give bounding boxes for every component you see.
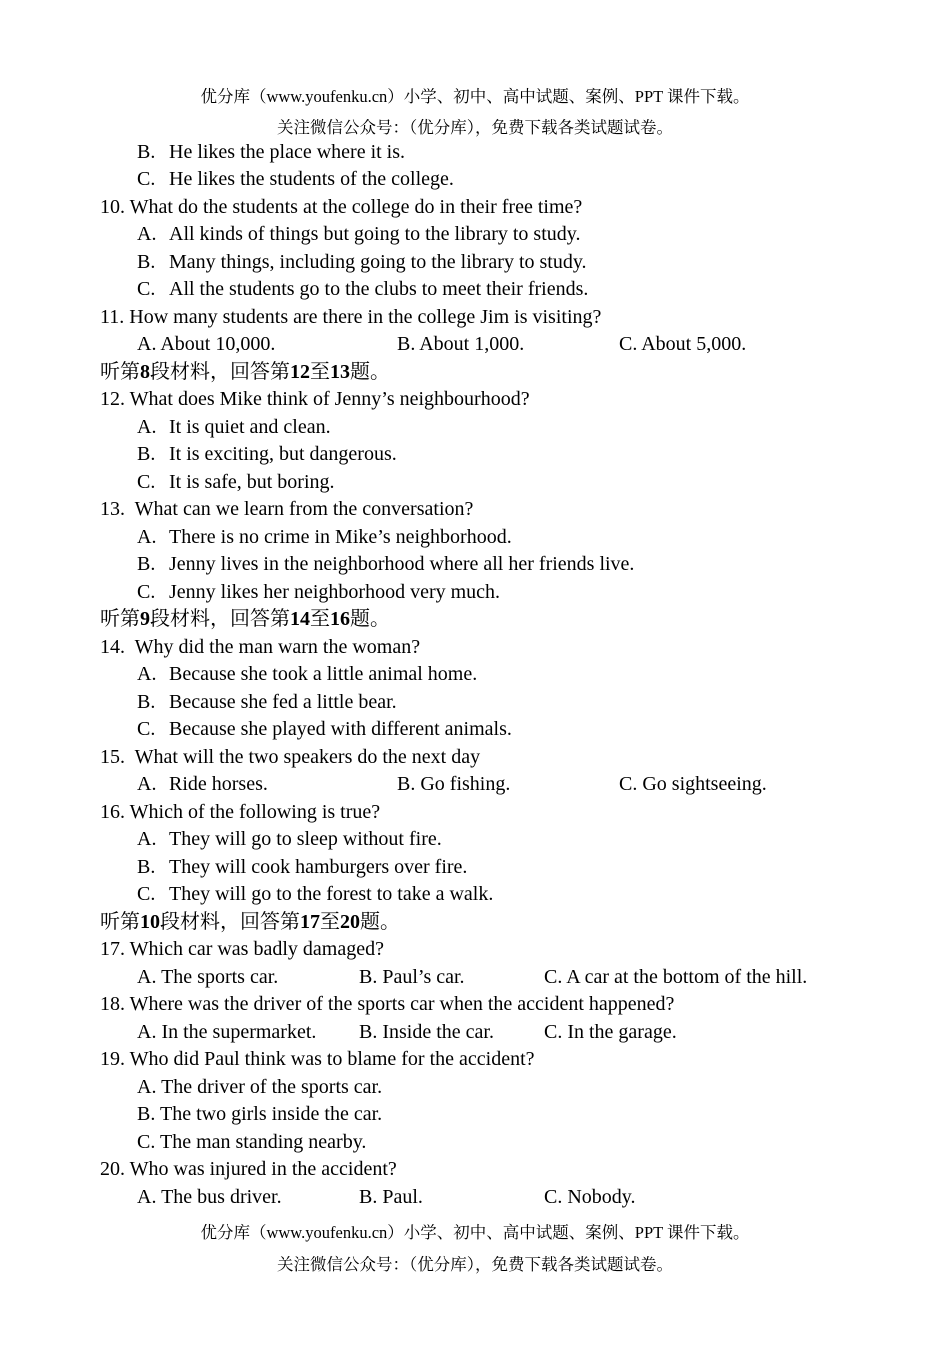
q11-option-c: C. About 5,000. — [619, 333, 747, 355]
q20-option-b: B. Paul. — [359, 1186, 423, 1208]
q17-option-a: A. The sports car. — [137, 966, 279, 988]
q12-option-a: A. It is quiet and clean. — [137, 416, 331, 438]
q12-stem: 12. What does Mike think of Jenny’s neighbourhood? — [100, 388, 530, 410]
q19-option-b: B. The two girls inside the car. — [137, 1103, 383, 1125]
q18-option-b: B. Inside the car. — [359, 1021, 494, 1043]
q17-option-c: C. A car at the bottom of the hill. — [544, 966, 808, 988]
q15-option-a: A. Ride horses. — [137, 773, 268, 795]
q15-option-c: C. Go sightseeing. — [619, 773, 767, 795]
q19-option-c: C. The man standing nearby. — [137, 1131, 367, 1153]
q19-option-a: A. The driver of the sports car. — [137, 1076, 383, 1098]
q18-options-row — [0, 1019, 950, 1046]
q14-option-c: C. Because she played with different animals. — [137, 718, 512, 740]
header-site-line: 优分库（www.youfenku.cn）小学、初中、高中试题、案例、PPT 课件下载。 — [200, 87, 750, 106]
header-wechat-line: 关注微信公众号：（优分库），免费下载各类试题试卷。 — [277, 118, 673, 137]
q16-stem: 16. Which of the following is true? — [100, 801, 381, 823]
q11-option-a: A. About 10,000. — [137, 333, 276, 355]
q16-option-a: A. They will go to sleep without fire. — [137, 828, 442, 850]
q12-option-b: B. It is exciting, but dangerous. — [137, 443, 397, 465]
section-9-heading: 听第9段材料，回答第14至16题。 — [100, 608, 390, 630]
q15-stem: 15. What will the two speakers do the next day — [100, 746, 481, 768]
q19-stem: 19. Who did Paul think was to blame for the accident? — [100, 1048, 535, 1070]
footer-site-line: 优分库（www.youfenku.cn）小学、初中、高中试题、案例、PPT 课件下载。 — [200, 1223, 750, 1242]
q9-option-c: C. He likes the students of the college. — [137, 168, 454, 190]
q18-option-c: C. In the garage. — [544, 1021, 677, 1043]
q14-option-b: B. Because she fed a little bear. — [137, 691, 397, 713]
section-8-heading: 听第8段材料，回答第12至13题。 — [100, 361, 390, 383]
q18-option-a: A. In the supermarket. — [137, 1021, 317, 1043]
q10-stem: 10. What do the students at the college do in their free time? — [100, 196, 583, 218]
q20-stem: 20. Who was injured in the accident? — [100, 1158, 397, 1180]
footer-wechat-line: 关注微信公众号：（优分库），免费下载各类试题试卷。 — [277, 1255, 673, 1274]
q12-option-c: C. It is safe, but boring. — [137, 471, 335, 493]
q14-stem: 14. Why did the man warn the woman? — [100, 636, 421, 658]
q18-stem: 18. Where was the driver of the sports car when the accident happened? — [100, 993, 675, 1015]
q13-option-b: B. Jenny lives in the neighborhood where all her friends live. — [137, 553, 635, 575]
q20-option-a: A. The bus driver. — [137, 1186, 282, 1208]
q15-options-row — [0, 771, 950, 798]
q17-stem: 17. Which car was badly damaged? — [100, 938, 384, 960]
q10-option-b: B. Many things, including going to the library to study. — [137, 251, 587, 273]
q16-option-b: B. They will cook hamburgers over fire. — [137, 856, 468, 878]
q17-options-row — [0, 964, 950, 991]
q11-stem: 11. How many students are there in the college Jim is visiting? — [100, 306, 602, 328]
q11-option-b: B. About 1,000. — [397, 333, 525, 355]
q10-option-c: C. All the students go to the clubs to meet their friends. — [137, 278, 589, 300]
q11-options-row — [0, 331, 950, 358]
section-10-heading: 听第10段材料，回答第17至20题。 — [100, 911, 400, 933]
q13-option-c: C. Jenny likes her neighborhood very much. — [137, 581, 501, 603]
q13-stem: 13. What can we learn from the conversation? — [100, 498, 474, 520]
q17-option-b: B. Paul’s car. — [359, 966, 465, 988]
q14-option-a: A. Because she took a little animal home. — [137, 663, 478, 685]
q16-option-c: C. They will go to the forest to take a walk. — [137, 883, 494, 905]
q20-options-row — [0, 1184, 950, 1211]
q15-option-b: B. Go fishing. — [397, 773, 511, 795]
q13-option-a: A. There is no crime in Mike’s neighborhood. — [137, 526, 512, 548]
q9-option-b: B. He likes the place where it is. — [137, 141, 406, 163]
q20-option-c: C. Nobody. — [544, 1186, 636, 1208]
q10-option-a: A. All kinds of things but going to the library to study. — [137, 223, 581, 245]
